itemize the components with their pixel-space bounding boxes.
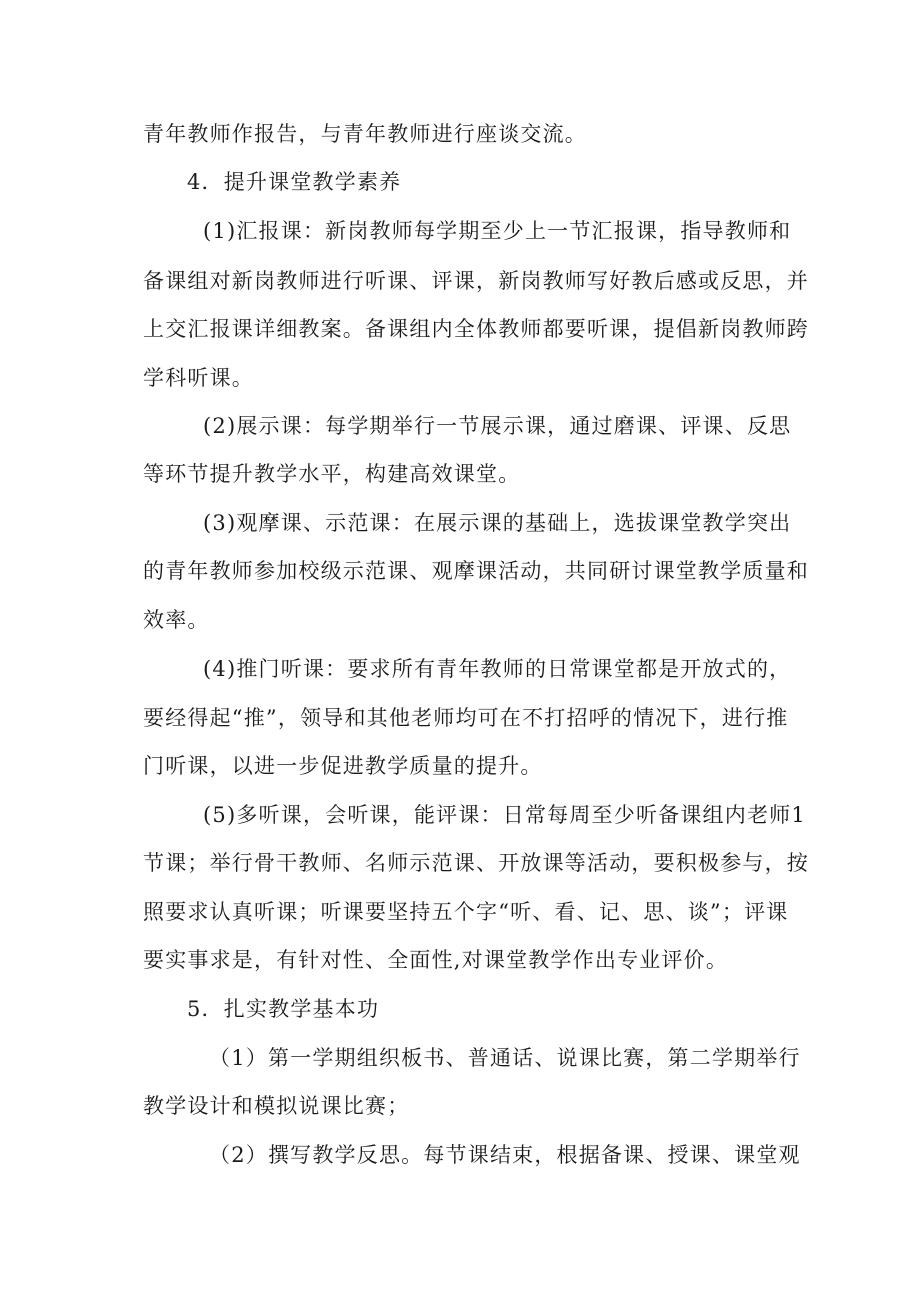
paragraph-line: 效率。 <box>143 608 210 632</box>
paragraph-line: 青年教师作报告，与青年教师进行座谈交流。 <box>143 122 587 146</box>
section-heading: 5．扎实教学基本功 <box>187 997 380 1021</box>
paragraph-line: (4)推门听课：要求所有青年教师的日常课堂都是开放式的， <box>203 657 792 681</box>
paragraph-line: (3)观摩课、示范课：在展示课的基础上，选拔课堂教学突出 <box>203 511 792 535</box>
paragraph-line: 等环节提升教学水平，构建高效课堂。 <box>143 462 521 486</box>
paragraph-line: 学科听课。 <box>143 366 254 390</box>
paragraph-line: (2)展示课：每学期举行一节展示课，通过磨课、评课、反思 <box>203 414 792 438</box>
paragraph-line: 照要求认真听课；听课要坚持五个字“听、看、记、思、谈”；评课 <box>143 900 789 924</box>
paragraph-line: 要经得起“推”，领导和其他老师均可在不打招呼的情况下，进行推 <box>143 706 789 730</box>
paragraph-line: 要实事求是，有针对性、全面性,对课堂教学作出专业评价。 <box>143 948 729 972</box>
paragraph-line: (1)汇报课：新岗教师每学期至少上一节汇报课，指导教师和 <box>203 219 792 243</box>
paragraph-line: （1）第一学期组织板书、普通话、说课比赛，第二学期举行 <box>209 1046 801 1070</box>
paragraph-line: 上交汇报课详细教案。备课组内全体教师都要听课，提倡新岗教师跨 <box>143 317 809 341</box>
paragraph-line: 的青年教师参加校级示范课、观摩课活动，共同研讨课堂教学质量和 <box>143 559 809 583</box>
section-heading: 4．提升课堂教学素养 <box>187 170 402 194</box>
paragraph-line: 门听课，以进一步促进教学质量的提升。 <box>143 754 543 778</box>
paragraph-line: （2）撰写教学反思。每节课结束，根据备课、授课、课堂观 <box>209 1143 801 1167</box>
paragraph-line: 备课组对新岗教师进行听课、评课，新岗教师写好教后感或反思，并 <box>143 269 809 293</box>
paragraph-line: (5)多听课，会听课，能评课：日常每周至少听备课组内老师1 <box>203 803 806 827</box>
paragraph-line: 教学设计和模拟说课比赛； <box>143 1094 410 1118</box>
paragraph-line: 节课；举行骨干教师、名师示范课、开放课等活动，要积极参与，按 <box>143 851 809 875</box>
